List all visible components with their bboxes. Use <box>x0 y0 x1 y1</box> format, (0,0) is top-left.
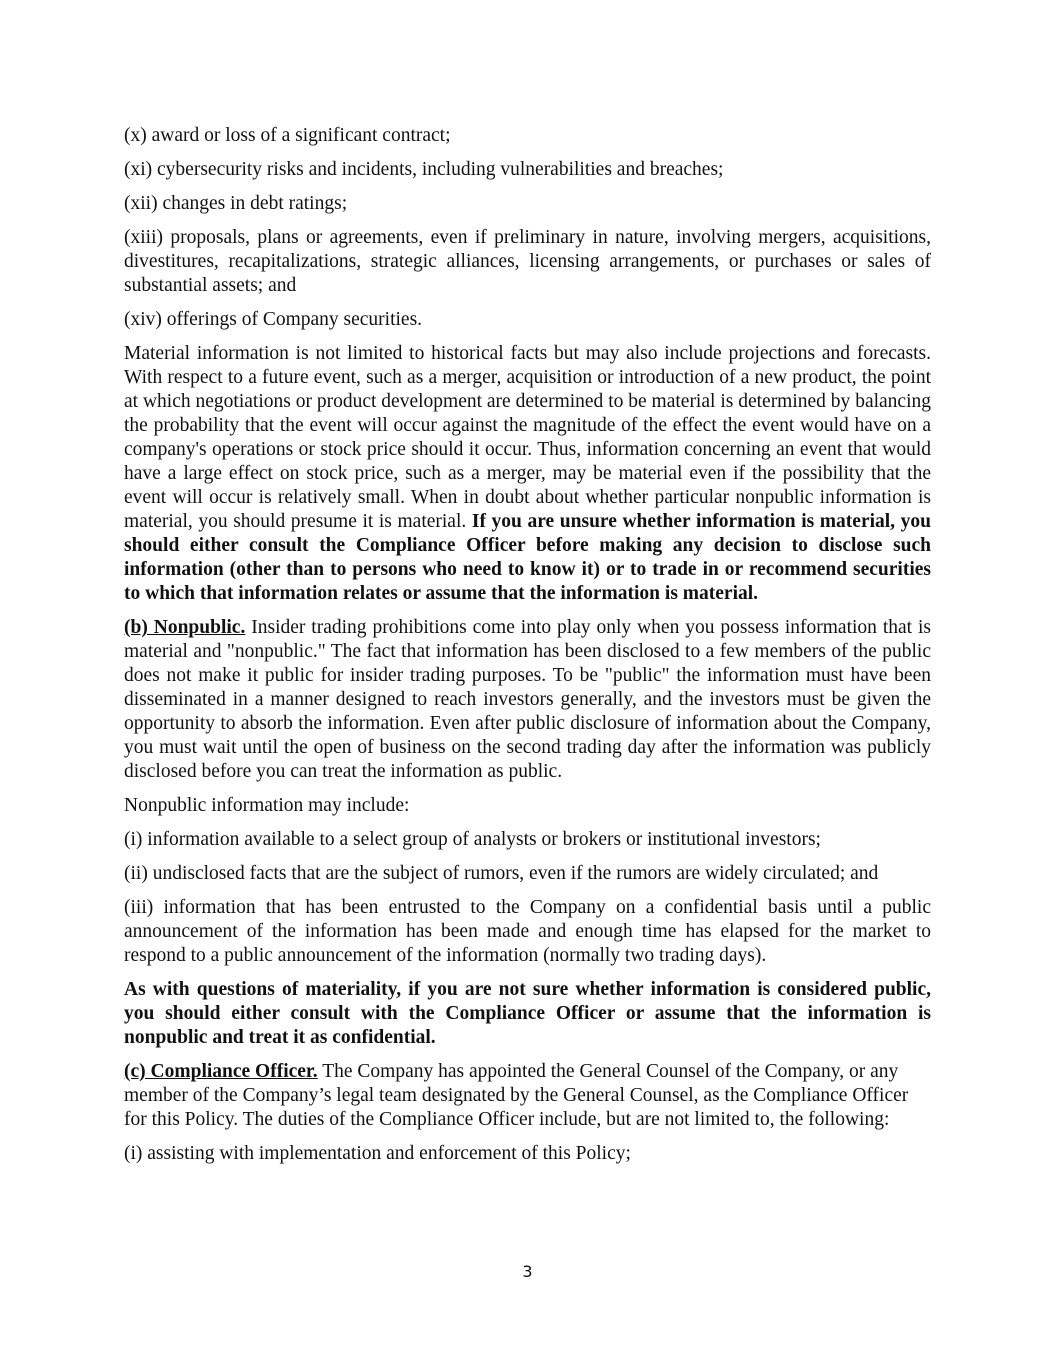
nonpublic-item-i: (i) information available to a select group of analysts or brokers or institutional investors; <box>124 829 821 850</box>
list-item-xii: (xii) changes in debt ratings; <box>124 193 348 214</box>
list-item-xiii: (xiii) proposals, plans or agreements, even if preliminary in nature, involving mergers, acquisitions, divestitures, recapitalizations, strategic alliances, licensing arrangements, or purchases or sales of substantial assets; and <box>124 227 931 296</box>
material-information-paragraph <box>124 342 931 606</box>
list-item-xi: (xi) cybersecurity risks and incidents, including vulnerabilities and breaches; <box>124 159 724 180</box>
nonpublic-item-iii: (iii) information that has been entrusted to the Company on a confidential basis until a public announcement of the information has been made and enough time has elapsed for the market to respond to a public announcement of the information (normally two trading days). <box>124 897 931 966</box>
compliance-officer-paragraph <box>124 1060 931 1132</box>
compliance-officer-heading: (c) Compliance Officer. <box>124 1061 318 1082</box>
list-item-xiv: (xiv) offerings of Company securities. <box>124 309 423 330</box>
material-information-text: Material information is not limited to historical facts but may also include projections and forecasts. With respect to a future event, such as a merger, acquisition or introduction of a new product, the point at which negotiations or product development are determined to be material is determined by balancing the probability that the event will occur against the magnitude of the effect the event would have on a company's operations or stock price should it occur. Thus, information concerning an event that would have a large effect on stock price, such as a merger, may be material even if the possibility that the event will occur is relatively small. When in doubt about whether particular nonpublic information is material, you should presume it is material. <box>124 343 931 532</box>
materiality-bold-paragraph: As with questions of materiality, if you are not sure whether information is considered public, you should either consult with the Compliance Officer or assume that the information is nonpublic and treat it as confidential. <box>124 979 931 1048</box>
document-body <box>124 124 931 1176</box>
page-number: 3 <box>522 1262 533 1281</box>
nonpublic-heading: (b) Nonpublic. <box>124 617 246 638</box>
nonpublic-item-ii: (ii) undisclosed facts that are the subject of rumors, even if the rumors are widely circulated; and <box>124 863 879 884</box>
duty-item-i: (i) assisting with implementation and enforcement of this Policy; <box>124 1143 631 1164</box>
nonpublic-text: Insider trading prohibitions come into play only when you possess information that is material and "nonpublic." The fact that information has been disclosed to a few members of the public does not make it public for insider trading purposes. To be "public" the information must have been disseminated in a manner designed to reach investors generally, and the investors must be given the opportunity to absorb the information. Even after public disclosure of information about the Company, you must wait until the open of business on the second trading day after the information was publicly disclosed before you can treat the information as public. <box>124 617 931 782</box>
list-item-x: (x) award or loss of a significant contract; <box>124 125 451 146</box>
compliance-officer-text: The Company has appointed the General Counsel of the Company, or any member of the Company’s legal team designated by the General Counsel, as the Compliance Officer for this Policy. The duties of the Compliance Officer include, but are not limited to, the following: <box>124 1061 909 1130</box>
nonpublic-paragraph <box>124 616 931 784</box>
nonpublic-intro: Nonpublic information may include: <box>124 795 410 816</box>
material-information-bold-text: If you are unsure whether information is material, you should either consult the Compliance Officer before making any decision to disclose such information (other than to persons who need to know it) or to trade in or recommend securities to which that information relates or assume that the information is material. <box>124 511 931 604</box>
